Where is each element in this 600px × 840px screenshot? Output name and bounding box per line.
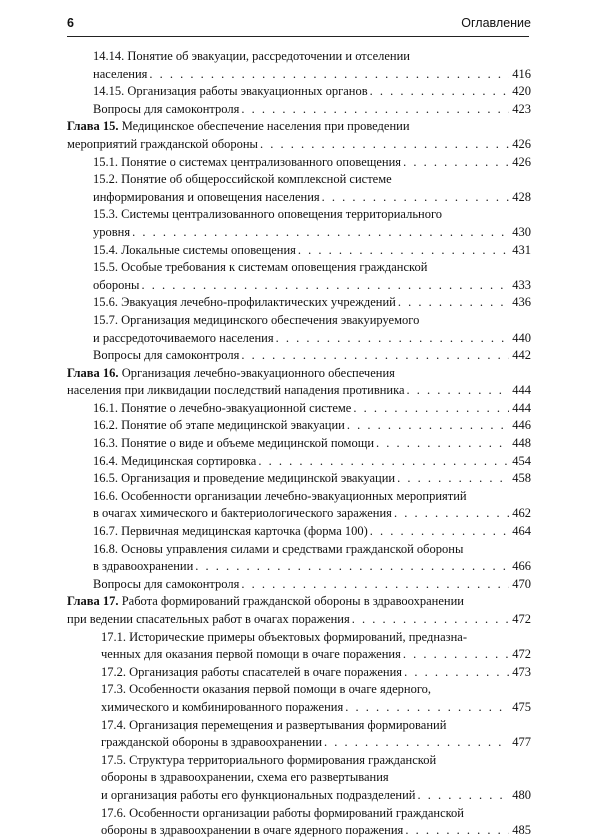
toc-entry-text: 15.2. Понятие об общероссийской комплексной системе: [93, 172, 392, 187]
toc-entry: [67, 312, 531, 347]
toc-entry: [67, 101, 531, 119]
dot-leader: [401, 154, 509, 172]
toc-entry-text: обороны: [93, 277, 140, 292]
toc-entry-text: Вопросы для самоконтроля: [93, 576, 240, 591]
toc-entry: [67, 206, 531, 241]
toc-entry-line: [93, 206, 531, 224]
dot-leader: [403, 822, 509, 840]
toc-page-number: 458: [512, 471, 531, 486]
toc-entry-text: Вопросы для самоконтроля: [93, 101, 240, 116]
dot-leader: [322, 734, 509, 752]
dot-leader: [405, 382, 509, 400]
toc-entry-text: и организация работы его функциональных подразделений: [101, 787, 416, 802]
toc-entry: [67, 294, 531, 312]
toc-entry-line: [101, 681, 531, 699]
toc-entry: [67, 664, 531, 682]
toc-page-number: 485: [512, 823, 531, 838]
toc-entry-text: Медицинское обеспечение населения при проведении: [121, 119, 410, 134]
toc-entry-line: [101, 769, 531, 787]
toc-entry: [67, 154, 531, 172]
toc-page-number: 470: [512, 576, 531, 591]
toc-page-number: 462: [512, 506, 531, 521]
toc-entry-text: Работа формирований гражданской обороны в здравоохранении: [121, 594, 464, 609]
toc-page-number: 416: [512, 66, 531, 81]
toc-entry-line: [93, 101, 531, 119]
toc-entry-line: [93, 242, 531, 260]
toc-entry-text: 16.1. Понятие о лечебно-эвакуационной системе: [93, 400, 352, 415]
toc-entry-text: 15.1. Понятие о системах централизованного оповещения: [93, 154, 402, 169]
toc-entry-text: при ведении спасательных работ в очагах поражения: [67, 612, 350, 626]
toc-entry: [67, 83, 531, 101]
dot-leader: [368, 523, 509, 541]
toc-entry: [67, 805, 531, 840]
toc-entry-text: населения: [93, 66, 148, 81]
dot-leader: [402, 664, 509, 682]
toc-entry-line: [93, 330, 531, 348]
dot-leader: [415, 787, 509, 805]
toc-entry: [67, 171, 531, 206]
toc-page-number: 473: [512, 664, 531, 679]
toc-entry: [67, 523, 531, 541]
dot-leader: [239, 576, 509, 594]
toc-entry-line: [93, 294, 531, 312]
toc-entry-text: 16.6. Особенности организации лечебно-эвакуационных мероприятий: [93, 488, 467, 503]
toc-entry-text: 16.5. Организация и проведение медицинской эвакуации: [93, 471, 396, 486]
toc-page-number: 472: [512, 647, 531, 662]
toc-page-number: 442: [512, 348, 531, 363]
toc-page-number: 446: [512, 418, 531, 433]
toc-entry-line: [93, 83, 531, 101]
chapter-label: Глава 15.: [67, 119, 119, 134]
toc-entry-text: обороны в здравоохранении в очаге ядерного поражения: [101, 823, 404, 838]
toc-entry-text: 16.4. Медицинская сортировка: [93, 453, 257, 468]
toc-entry-text: 15.3. Системы централизованного оповещения территориального: [93, 207, 443, 222]
toc-entry-line: [93, 523, 531, 541]
dot-leader: [396, 294, 509, 312]
toc-entry-line: [67, 611, 531, 629]
dot-leader: [256, 453, 509, 471]
dot-leader: [343, 699, 509, 717]
toc-page-number: 444: [512, 383, 531, 398]
toc-entry-text: Вопросы для самоконтроля: [93, 348, 240, 363]
toc-entry-line: [93, 470, 531, 488]
toc-page-number: 454: [512, 453, 531, 468]
toc-entry: [67, 242, 531, 260]
dot-leader: [147, 66, 509, 84]
toc-page-number: 423: [512, 101, 531, 116]
toc-entry: [67, 541, 531, 576]
toc-entry-text: Организация лечебно-эвакуационного обеспечения: [121, 365, 395, 380]
toc-entry: [67, 488, 531, 523]
toc-entry: [67, 417, 531, 435]
toc-page-number: 433: [512, 277, 531, 292]
toc-page-number: 436: [512, 295, 531, 310]
toc-page-number: 426: [512, 136, 531, 151]
toc-page-number: 466: [512, 559, 531, 574]
toc-page-number: 444: [512, 400, 531, 415]
dot-leader: [392, 505, 509, 523]
toc-page-number: 431: [512, 242, 531, 257]
toc-entry-line: [93, 312, 531, 330]
toc-entry-line: [93, 558, 531, 576]
toc-entry-text: 17.1. Исторические примеры объектовых формирований, предназна-: [101, 629, 467, 644]
toc-entry-line: [101, 664, 531, 682]
toc-entry-line: [67, 593, 531, 611]
toc-entry-line: [93, 541, 531, 559]
toc-entry: [67, 752, 531, 805]
toc-entry-text: 16.3. Понятие о виде и объеме медицинской помощи: [93, 436, 375, 451]
toc-entry-text: и рассредоточиваемого населения: [93, 330, 274, 345]
toc-entry-line: [93, 48, 531, 66]
dot-leader: [239, 101, 509, 119]
toc-entry-line: [93, 259, 531, 277]
toc-entry: [67, 576, 531, 594]
toc-entry-line: [101, 822, 531, 840]
toc-entry-text: 15.5. Особые требования к системам оповещения гражданской: [93, 260, 428, 275]
toc-entry: [67, 717, 531, 752]
toc-entry-line: [101, 734, 531, 752]
toc-entry-text: 16.8. Основы управления силами и средствами гражданской обороны: [93, 541, 464, 556]
toc-page-number: 430: [512, 224, 531, 239]
toc-page-number: 426: [512, 154, 531, 169]
dot-leader: [351, 400, 509, 418]
toc-entry: [67, 470, 531, 488]
toc-page-number: 440: [512, 330, 531, 345]
toc-entry-line: [93, 66, 531, 84]
toc-chapter-entry: [67, 118, 531, 153]
toc-entry-text: химического и комбинированного поражения: [101, 699, 344, 714]
toc-page-number: 428: [512, 189, 531, 204]
toc-entry-line: [101, 805, 531, 823]
toc-entry-text: 17.2. Организация работы спасателей в очаге поражения: [101, 664, 403, 679]
toc-page-number: 464: [512, 524, 531, 539]
toc-entry-text: населения при ликвидации последствий нападения противника: [67, 383, 405, 398]
toc-entry-line: [93, 505, 531, 523]
toc-entry-line: [101, 629, 531, 647]
toc-entry-line: [101, 717, 531, 735]
toc-entry-text: 14.14. Понятие об эвакуации, рассредоточении и отселении: [93, 49, 410, 63]
toc-entry-line: [93, 224, 531, 242]
dot-leader: [401, 646, 509, 664]
toc-entry: [67, 400, 531, 418]
toc-entry-line: [67, 365, 531, 383]
toc-entry-text: 15.6. Эвакуация лечебно-профилактических учреждений: [93, 295, 396, 310]
toc-chapter-entry: [67, 365, 531, 400]
dot-leader: [374, 435, 509, 453]
toc-entry-line: [101, 646, 531, 664]
toc-entry-text: 17.6. Особенности организации работы формирований гражданской: [101, 805, 464, 820]
table-of-contents: [67, 48, 531, 840]
dot-leader: [296, 242, 509, 260]
toc-entry: [67, 48, 531, 83]
toc-entry-text: гражданской обороны в здравоохранении: [101, 735, 323, 750]
dot-leader: [345, 417, 509, 435]
dot-leader: [130, 224, 509, 242]
toc-entry: [67, 435, 531, 453]
dot-leader: [139, 277, 509, 295]
toc-entry-text: 16.7. Первичная медицинская карточка (форма 100): [93, 524, 368, 539]
toc-entry: [67, 453, 531, 471]
toc-entry: [67, 259, 531, 294]
toc-entry-line: [93, 154, 531, 172]
toc-entry-text: 16.2. Понятие об этапе медицинской эвакуации: [93, 418, 345, 433]
toc-entry-line: [93, 347, 531, 365]
toc-page-number: 475: [512, 699, 531, 714]
toc-entry-text: обороны в здравоохранении, схема его развертывания: [101, 770, 389, 785]
dot-leader: [274, 330, 509, 348]
toc-entry-line: [101, 752, 531, 770]
toc-entry-text: ченных для оказания первой помощи в очаге поражения: [101, 647, 401, 662]
toc-entry-line: [93, 417, 531, 435]
dot-leader: [368, 83, 509, 101]
toc-entry-text: информирования и оповещения населения: [93, 189, 320, 204]
dot-leader: [258, 136, 509, 154]
toc-entry-line: [93, 189, 531, 207]
toc-entry-line: [93, 171, 531, 189]
toc-entry-text: 17.3. Особенности оказания первой помощи в очаге ядерного,: [101, 682, 432, 697]
toc-page-number: 448: [512, 436, 531, 451]
toc-entry-line: [93, 453, 531, 471]
toc-entry-text: мероприятий гражданской обороны: [67, 136, 258, 151]
toc-page-number: 420: [512, 84, 531, 99]
toc-entry-text: 17.5. Структура территориального формирования гражданской: [101, 752, 437, 767]
toc-entry-line: [67, 118, 531, 136]
toc-entry-text: 15.4. Локальные системы оповещения: [93, 242, 296, 257]
chapter-label: Глава 16.: [67, 365, 119, 380]
toc-entry-line: [93, 435, 531, 453]
dot-leader: [350, 611, 509, 629]
dot-leader: [395, 470, 509, 488]
toc-entry-line: [67, 382, 531, 400]
toc-entry-line: [67, 136, 531, 154]
running-header-title: Оглавление: [461, 16, 531, 30]
toc-entry-line: [93, 277, 531, 295]
dot-leader: [320, 189, 509, 207]
toc-entry-line: [93, 400, 531, 418]
toc-chapter-entry: [67, 593, 531, 628]
toc-entry-line: [93, 488, 531, 506]
toc-entry-text: 14.15. Организация работы эвакуационных органов: [93, 84, 368, 99]
toc-entry-line: [101, 699, 531, 717]
toc-page-number: 472: [512, 612, 531, 626]
toc-entry: [67, 681, 531, 716]
toc-page-number: 480: [512, 787, 531, 802]
toc-entry-text: в здравоохранении: [93, 559, 194, 574]
toc-entry-text: 17.4. Организация перемещения и развертывания формирований: [101, 717, 447, 732]
page-number: 6: [67, 16, 74, 30]
toc-entry-text: в очагах химического и бактериологического заражения: [93, 506, 392, 521]
header-rule: [67, 36, 529, 37]
toc-page-number: 477: [512, 735, 531, 750]
toc-entry-line: [93, 576, 531, 594]
toc-entry: [67, 629, 531, 664]
toc-entry-text: уровня: [93, 224, 131, 239]
toc-entry-text: 15.7. Организация медицинского обеспечения эвакуируемого: [93, 312, 420, 327]
dot-leader: [239, 347, 509, 365]
toc-entry: [67, 347, 531, 365]
toc-entry-line: [101, 787, 531, 805]
dot-leader: [193, 558, 509, 576]
chapter-label: Глава 17.: [67, 594, 119, 609]
